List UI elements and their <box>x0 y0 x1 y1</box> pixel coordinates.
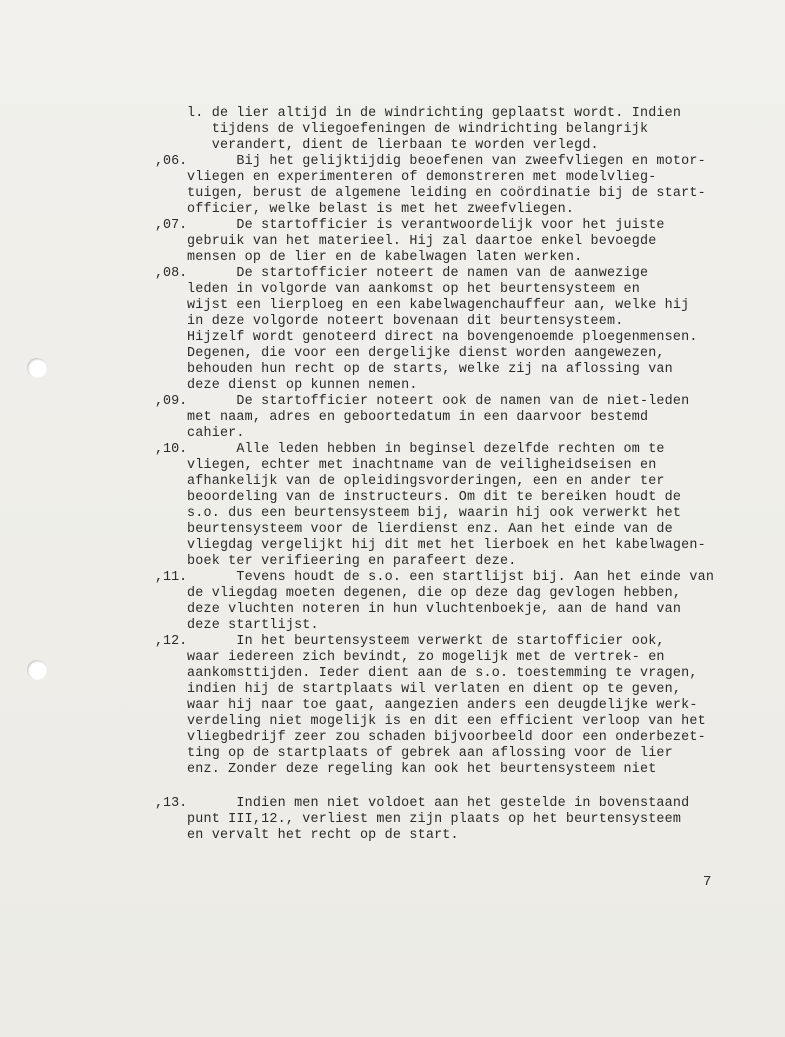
text-line: leden in volgorde van aankomst op het beurtensysteem en <box>187 282 640 297</box>
section-number: ,13. <box>155 796 188 811</box>
text-line: de vliegdag moeten degenen, die op deze dag gevlogen hebben, <box>187 586 682 601</box>
text-line: beurtensysteem voor de lierdienst enz. Aan het einde van de <box>187 522 673 537</box>
text-line: in deze volgorde noteert bovenaan dit beurtensysteem. <box>187 314 624 329</box>
section-number: ,07. <box>155 218 188 233</box>
text-line: indien hij de startplaats wil verlaten en dient op te geven, <box>187 682 682 697</box>
text-line: De startofficier is verantwoordelijk voor het juiste <box>187 218 665 233</box>
text-line: Tevens houdt de s.o. een startlijst bij. Aan het einde van <box>187 570 715 585</box>
section-number: ,09. <box>155 394 188 409</box>
text-line: waar hij naar toe gaat, aangezien anders een deugdelijke werk- <box>187 698 698 713</box>
text-line: behouden hun recht op de starts, welke zij na aflossing van <box>187 362 673 377</box>
text-line: vliegdag vergelijkt hij dit met het lierboek en het kabelwagen- <box>187 538 706 553</box>
text-line: afhankelijk van de opleidingsvorderingen, een en ander ter <box>187 474 665 489</box>
text-line: Indien men niet voldoet aan het gestelde in bovenstaand <box>187 796 690 811</box>
text-line: De startofficier noteert de namen van de aanwezige <box>187 266 649 281</box>
text-line: mensen op de lier en de kabelwagen laten werken. <box>187 250 583 265</box>
punch-hole <box>27 660 47 680</box>
text-line: en vervalt het recht op de start. <box>187 828 459 843</box>
section-number: ,06. <box>155 154 188 169</box>
page-number: 7 <box>703 874 712 890</box>
text-line: vliegen en experimenteren of demonstreren met modelvlieg- <box>187 170 657 185</box>
text-line: verdeling niet mogelijk is en dit een efficient verloop van het <box>187 714 706 729</box>
section-number: ,08. <box>155 266 188 281</box>
text-line: In het beurtensysteem verwerkt de startofficier ook, <box>187 634 665 649</box>
text-line: De startofficier noteert ook de namen van de niet-leden <box>187 394 690 409</box>
section-number: ,10. <box>155 442 188 457</box>
text-line: punt III,12., verliest men zijn plaats op het beurtensysteem <box>187 812 682 827</box>
text-line: beoordeling van de instructeurs. Om dit te bereiken houdt de <box>187 490 682 505</box>
text-line: officier, welke belast is met het zweefvliegen. <box>187 202 575 217</box>
text-line: Bij het gelijktijdig beoefenen van zweefvliegen en motor- <box>187 154 706 169</box>
text-line: deze vluchten noteren in hun vluchtenboekje, aan de hand van <box>187 602 682 617</box>
text-line: verandert, dient de lierbaan te worden verlegd. <box>187 138 599 153</box>
section-number: ,11. <box>155 570 188 585</box>
text-line: deze dienst op kunnen nemen. <box>187 378 418 393</box>
text-line: vliegbedrijf zeer zou schaden bijvoorbeeld door een onderbezet- <box>187 730 706 745</box>
punch-hole <box>27 358 47 378</box>
text-line: met naam, adres en geboortedatum in een daarvoor bestemd <box>187 410 649 425</box>
text-line: waar iedereen zich bevindt, zo mogelijk met de vertrek- en <box>187 650 665 665</box>
text-line: enz. Zonder deze regeling kan ook het beurtensysteem niet <box>187 762 657 777</box>
text-line: aankomsttijden. Ieder dient aan de s.o. toestemming te vragen, <box>187 666 698 681</box>
text-line: tuigen, berust de algemene leiding en coördinatie bij de start- <box>187 186 706 201</box>
text-line: l. de lier altijd in de windrichting geplaatst wordt. Indien <box>187 106 682 121</box>
text-line: vliegen, echter met inachtname van de veiligheidseisen en <box>187 458 657 473</box>
text-line: deze startlijst. <box>187 618 319 633</box>
text-line: Hijzelf wordt genoteerd direct na bovengenoemde ploegenmensen. <box>187 330 698 345</box>
text-line: s.o. dus een beurtensysteem bij, waarin hij ook verwerkt het <box>187 506 682 521</box>
section-number: ,12. <box>155 634 188 649</box>
text-line: boek ter verifieering en parafeert deze. <box>187 554 517 569</box>
text-line: cahier. <box>187 426 245 441</box>
text-line: wijst een lierploeg en een kabelwagenchauffeur aan, welke hij <box>187 298 690 313</box>
text-line: gebruik van het materieel. Hij zal daartoe enkel bevoegde <box>187 234 657 249</box>
text-line: Alle leden hebben in beginsel dezelfde rechten om te <box>187 442 665 457</box>
text-line: tijdens de vliegoefeningen de windrichting belangrijk <box>187 122 649 137</box>
text-line: ting op de startplaats of gebrek aan aflossing voor de lier <box>187 746 673 761</box>
text-line: Degenen, die voor een dergelijke dienst worden aangewezen, <box>187 346 665 361</box>
